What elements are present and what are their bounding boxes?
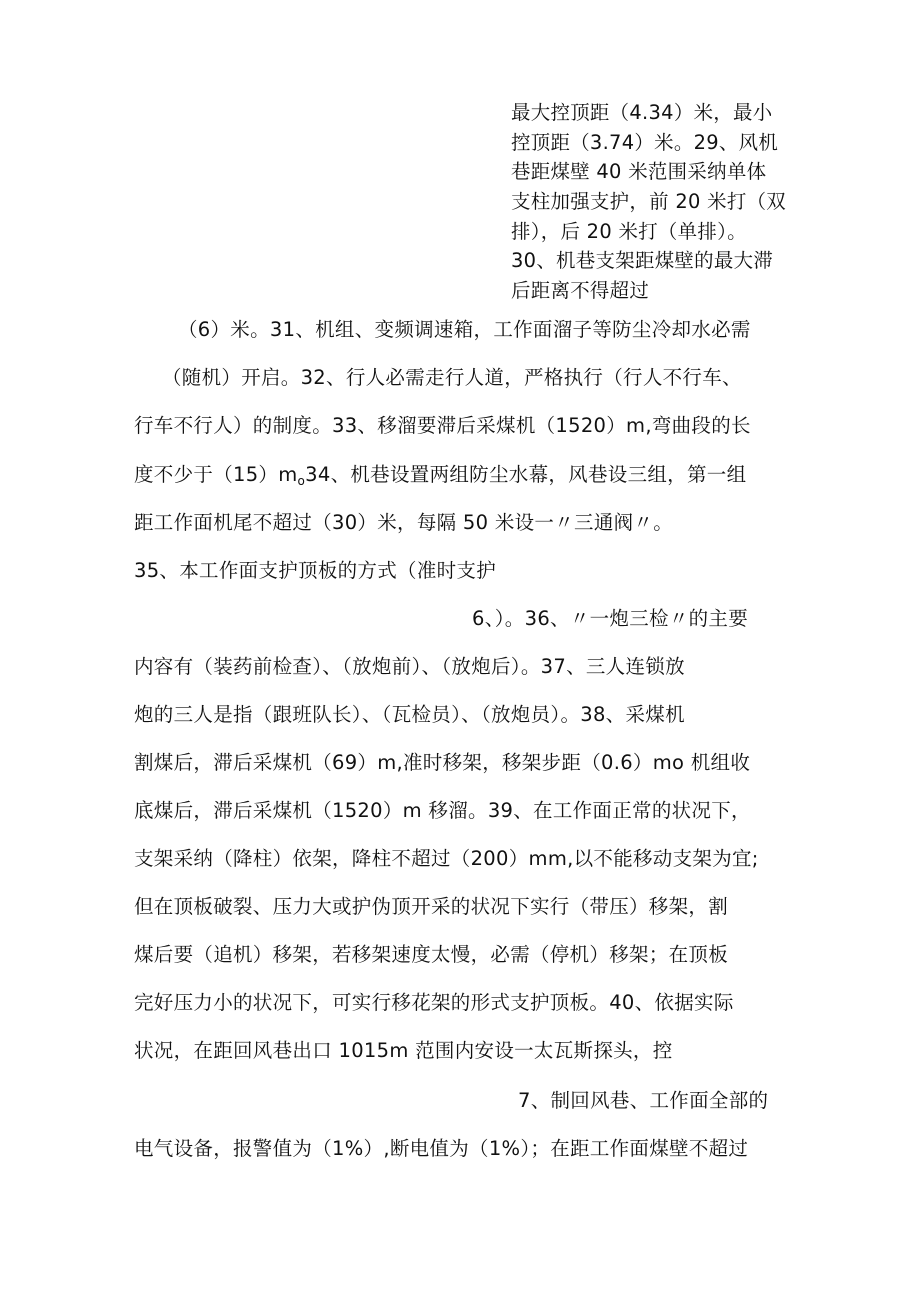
text-line: 支柱加强支护，前 20 米打（双 — [511, 190, 787, 214]
text-line: 6、）。36、〃一炮三检〃的主要 — [472, 607, 749, 630]
text-line: 割煤后，滞后采煤机（69）m,准时移架，移架步距（0.6）mo 机组收 — [134, 751, 751, 774]
text-line: 完好压力小的状况下，可实行移花架的形式支护顶板。40、依据实际 — [134, 991, 734, 1014]
text-line: 内容有（装药前检查）、（放炮前）、（放炮后）。37、三人连锁放 — [134, 655, 685, 678]
text-line: 7、制回风巷、工作面全部的 — [518, 1089, 769, 1112]
text-line — [134, 463, 746, 493]
text-segment: 34、机巷设置两组防尘水幕，风巷设三组，第一组 — [305, 463, 747, 486]
text-line: 巷距煤壁 40 米范围采纳单体 — [511, 160, 767, 184]
text-line: 但在顶板破裂、压力大或护伪顶开采的状况下实行（带压）移架，割 — [134, 895, 729, 918]
text-line: 炮的三人是指（跟班队长）、（瓦检员）、（放炮员）。38、采煤机 — [134, 703, 685, 726]
text-line: 底煤后，滞后采煤机（1520）m 移溜。39、在工作面正常的状况下， — [134, 799, 751, 822]
text-line: 30、机巷支架距煤壁的最大滞 — [511, 249, 774, 273]
text-line: 距工作面机尾不超过（30）米，每隔 50 米设一〃三通阀〃。 — [134, 511, 674, 534]
right-column-text — [511, 101, 793, 309]
text-line: 支架采纳（降柱）依架，降柱不超过（200）mm,以不能移动支架为宜; — [134, 847, 759, 870]
text-line: 控顶距（3.74）米。29、风机 — [511, 130, 779, 154]
text-line: 煤后要（追机）移架，若移架速度太慢，必需（停机）移架；在顶板 — [134, 943, 729, 966]
subscript-text: o — [297, 474, 306, 488]
text-segment: 度不少于（15）m — [134, 463, 298, 486]
text-line: 状况，在距回风巷出口 1015m 范围内安设一太瓦斯探头，控 — [134, 1039, 673, 1062]
text-line: 后距离不得超过 — [511, 279, 650, 303]
text-line: 电气设备，报警值为（1%）,断电值为（1%）；在距工作面煤壁不超过 — [134, 1137, 749, 1160]
text-line: （随机）开启。32、行人必需走行人道，严格执行（行人不行车、 — [162, 366, 742, 389]
text-line: 35、本工作面支护顶板的方式（准时支护 — [134, 559, 497, 582]
text-line: 最大控顶距（4.34）米，最小 — [511, 101, 773, 124]
text-line: （6）米。31、机组、变频调速箱，工作面溜子等防尘冷却水必需 — [178, 318, 751, 341]
text-line: 排），后 20 米打（单排）。 — [511, 219, 747, 243]
text-line: 行车不行人）的制度。33、移溜要滞后采煤机（1520）m,弯曲段的长 — [134, 414, 751, 437]
